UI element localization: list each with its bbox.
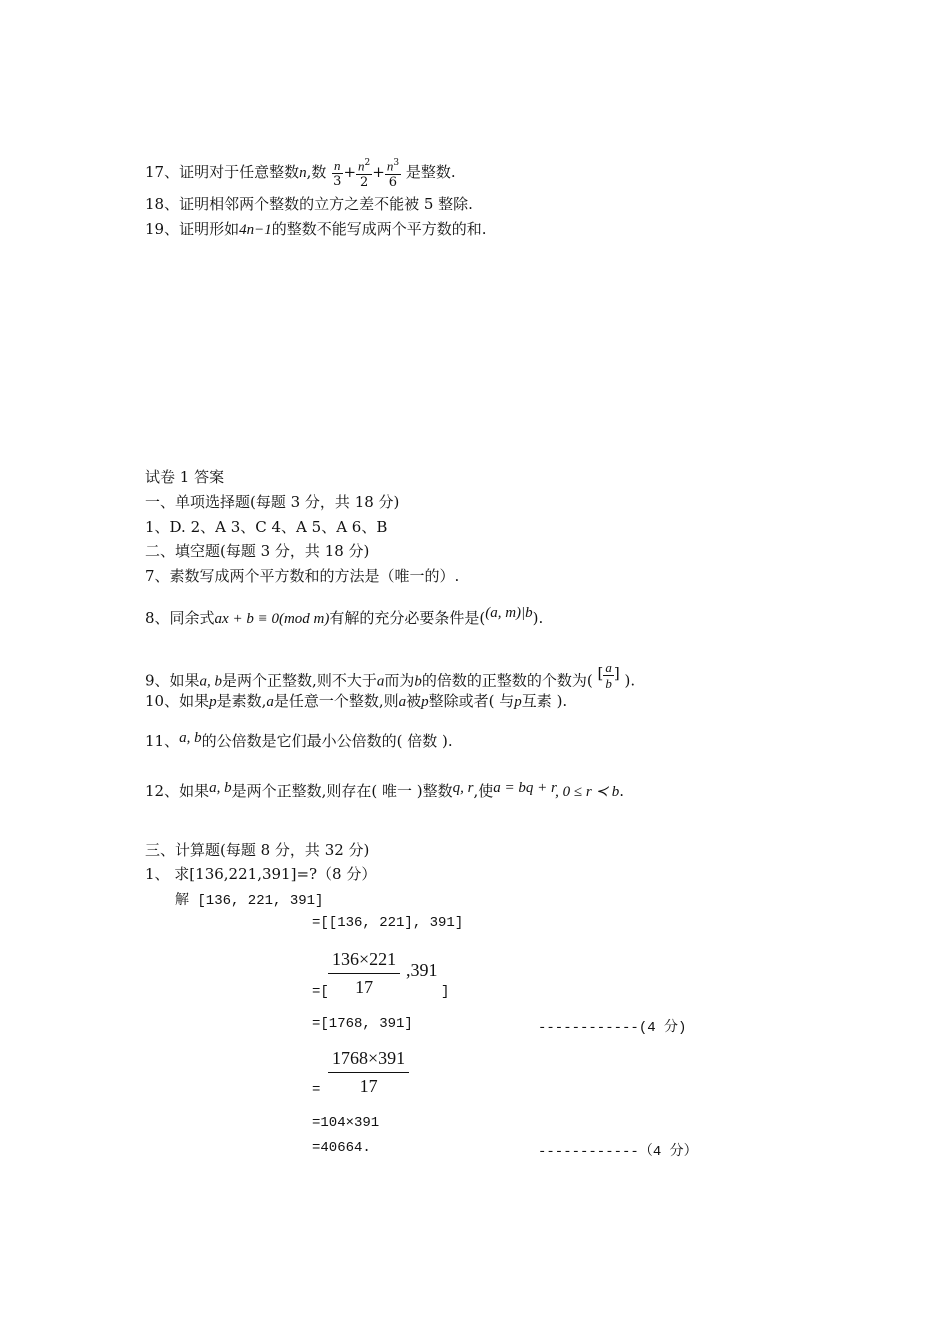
a12-mid2: ,使 <box>473 782 494 800</box>
answer-8 <box>145 605 544 629</box>
q17-lead: 17、证明对于任意整数 <box>145 163 300 182</box>
q19-tail: 的整数不能写成两个平方数的和. <box>271 220 487 238</box>
q19-lead: 19、证明形如 <box>145 220 240 238</box>
a9-mid1: 是两个正整数,则不大于 <box>222 671 377 690</box>
calc-1-step-1: =[[136, 221], 391] <box>312 915 464 931</box>
answer-9: 9、如果a, b是两个正整数,则不大于a而为b的倍数的正整数的个数为( [ $\frac{a}{b}$ ] ). <box>145 660 636 691</box>
calc-1-step-6: =40664. <box>312 1140 371 1156</box>
a9-b: b <box>414 673 422 690</box>
calc-1-step-4-denominator: 17 <box>359 1076 378 1096</box>
calc-1-title: 1、 求[136,221,391]=?（8 分） <box>145 865 377 883</box>
calc-1-score-mark-1: ------------(4 分) <box>538 1020 687 1036</box>
calc-1-score-mark-2: ------------（4 分） <box>538 1144 698 1160</box>
a10-a: a <box>266 694 274 710</box>
q17-fraction-1: $\frac{n}{3}$ <box>333 157 342 189</box>
section-3-title: 三、计算题(每题 8 分，共 32 分) <box>145 841 370 859</box>
a8-lead: 8、同余式 <box>145 609 215 627</box>
calc-1-step-4-prefix: = <box>312 1082 321 1098</box>
a10-mid1: 是素数, <box>216 692 267 710</box>
calc-1-step-2-tail: ,391 <box>406 960 438 980</box>
calc-1-step-4-numerator: 1768×391 <box>328 1047 409 1073</box>
a8-expr: ax + b ≡ 0(mod m) <box>214 611 330 627</box>
q17-plus-1: + <box>343 163 357 182</box>
a10-p3: p <box>514 694 522 710</box>
a11-ab: a, b <box>179 730 202 746</box>
a10-mid4: 整除或者( 与 <box>428 692 515 710</box>
answer-12 <box>145 781 624 802</box>
a10-tail: 互素 ). <box>521 692 568 710</box>
a9-a: a <box>376 673 385 690</box>
a9-mid3: 的倍数的正整数的个数为( <box>421 671 593 690</box>
section-1-title: 一、单项选择题(每题 3 分，共 18 分) <box>145 493 400 511</box>
answer-11 <box>145 731 453 752</box>
q17-tail: 是整数. <box>405 163 456 182</box>
a12-mid1: 是两个正整数,则存在( 唯一 )整数 <box>231 782 453 800</box>
a9-ab: a, b <box>199 673 223 690</box>
a10-mid2: 是任意一个整数,则 <box>273 692 399 710</box>
q17-fraction-3: $\frac{n^3}{6}$ <box>386 158 400 191</box>
calc-1-step-0: 解 [136, 221, 391] <box>175 893 324 909</box>
a8-tail: ). <box>532 609 544 627</box>
question-17 <box>145 156 456 190</box>
question-19 <box>145 219 487 240</box>
calc-1-step-5: =104×391 <box>312 1115 380 1131</box>
a9-tail: ). <box>624 671 636 690</box>
calc-1-step-3: =[1768, 391] <box>312 1016 413 1032</box>
q17-mid: ,数 <box>306 163 327 182</box>
section-2-title: 二、填空题(每题 3 分，共 18 分) <box>145 542 370 560</box>
calc-1-step-2-close: ] <box>441 984 450 1000</box>
a10-p: p <box>209 694 217 710</box>
answer-7: 7、素数写成两个平方数和的方法是（唯一的）. <box>145 567 460 585</box>
answer-10 <box>145 691 567 712</box>
question-18: 18、证明相邻两个整数的立方之差不能被 5 整除. <box>145 195 473 213</box>
a8-cond: (a, m)|b <box>485 605 533 621</box>
a9-mid2: 而为 <box>384 671 415 690</box>
a12-lead: 12、如果 <box>145 782 210 800</box>
a8-mid: 有解的充分必要条件是( <box>329 609 486 627</box>
a10-lead: 10、如果 <box>145 692 210 710</box>
a12-qr: q, r <box>452 780 474 796</box>
answer-title: 试卷 1 答案 <box>145 468 225 486</box>
q19-expr: 4n−1 <box>239 222 272 238</box>
a10-mid3: 被 <box>406 692 422 710</box>
q17-var-n: n <box>299 165 307 182</box>
calc-1-step-2-numerator: 136×221 <box>328 948 400 974</box>
section-1-answers: 1、D. 2、A 3、C 4、A 5、A 6、B <box>145 518 388 536</box>
q17-plus-2: + <box>372 163 385 182</box>
a11-tail: 的公倍数是它们最小公倍数的( 倍数 ). <box>201 732 453 750</box>
q17-fraction-2: $\frac{n^2}{2}$ <box>358 158 371 191</box>
a10-p2: p <box>421 694 429 710</box>
a9-lead: 9、如果 <box>145 671 200 690</box>
calc-1-step-2-denominator: 17 <box>355 977 374 997</box>
a10-a2: a <box>398 694 407 710</box>
calc-1-step-2-fraction <box>328 948 400 998</box>
calc-1-step-4-fraction <box>328 1047 409 1097</box>
a12-tail: . <box>619 782 625 800</box>
a12-eq: a = bq + r <box>493 780 556 796</box>
a12-cond: , 0 ≤ r ≺ b <box>555 784 620 800</box>
a12-ab: a, b <box>209 780 232 796</box>
a11-lead: 11、 <box>145 732 180 750</box>
calc-1-step-2-prefix: =[ <box>312 984 329 1000</box>
a9-fraction: $\frac{a}{b}$ <box>605 660 612 691</box>
